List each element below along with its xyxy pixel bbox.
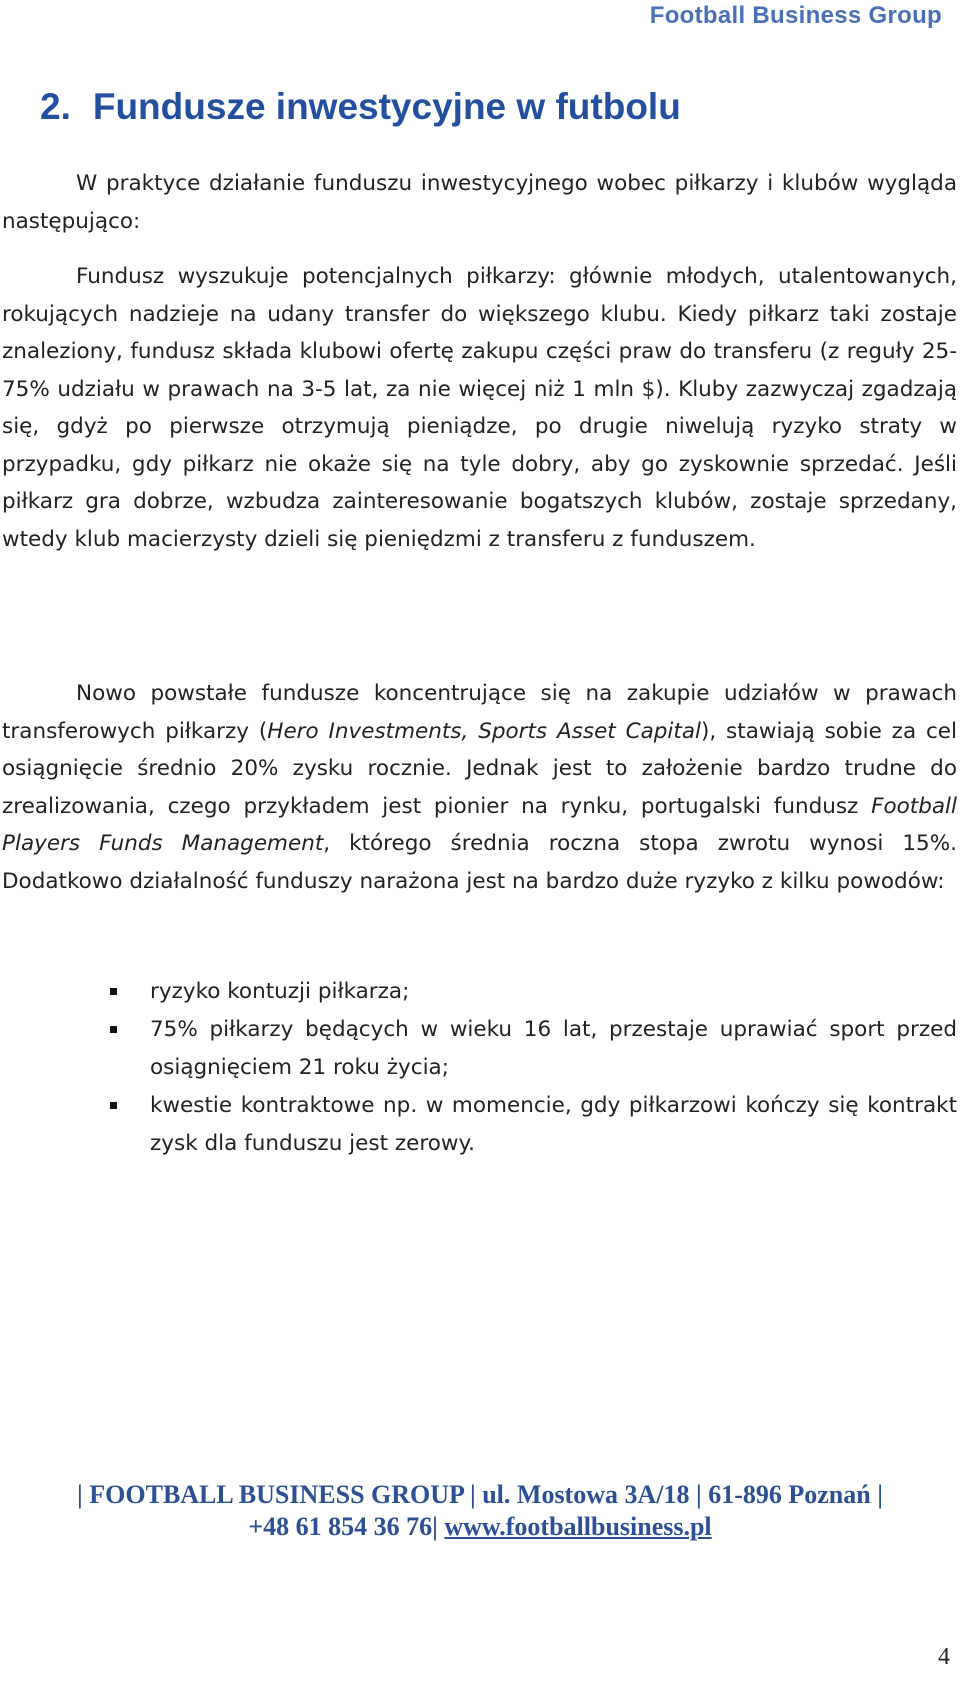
footer-phone: +48 61 854 36 76|: [248, 1512, 438, 1541]
paragraph-intro: W praktyce działanie funduszu inwestycyjnego wobec piłkarzy i klubów wygląda następująco:: [2, 171, 957, 234]
square-bullet-icon: [110, 1102, 117, 1109]
footer-address: | FOOTBALL BUSINESS GROUP | ul. Mostowa 3A/18 | 61-896 Poznań |: [77, 1480, 883, 1509]
risk-list: [0, 973, 957, 1163]
section-title: [40, 86, 681, 128]
paragraph-new-funds-part2: ), stawiają sobie za cel osiągnięcie średnio 20% zysku rocznie. Jednak jest to założenie bardzo trudne do zrealizowania, czego przykładem jest pionier na rynku, portugalski fundusz: [2, 718, 957, 819]
fund-names-italic: Hero Investments, Sports Asset Capital: [267, 718, 701, 744]
paragraph-new-funds-part1: Nowo powstałe fundusze koncentrujące się na zakupie udziałów w prawach transferowych piłkarzy (: [2, 681, 957, 744]
footer-website-link[interactable]: www.footballbusiness.pl: [444, 1512, 712, 1541]
list-item-text: 75% piłkarzy będących w wieku 16 lat, przestaje uprawiać sport przed osiągnięciem 21 roku życia;: [150, 1017, 957, 1080]
header-brand: Football Business Group: [649, 2, 942, 29]
page-number: 4: [938, 1644, 950, 1670]
square-bullet-icon: [110, 1026, 117, 1033]
section-title-text: Fundusze inwestycyjne w futbolu: [92, 86, 681, 127]
paragraph-new-funds: [2, 675, 957, 900]
paragraph-new-funds-part3: , którego średnia roczna stopa zwrotu wynosi 15%. Dodatkowo działalność funduszy narażona jest na bardzo duże ryzyko z kilku powodów:: [2, 831, 957, 894]
square-bullet-icon: [110, 988, 117, 995]
list-item-text: ryzyko kontuzji piłkarza;: [150, 979, 410, 1004]
list-item: [0, 973, 957, 1011]
list-item-text: kwestie kontraktowe np. w momencie, gdy piłkarzowi kończy się kontrakt zysk dla funduszu jest zerowy.: [150, 1093, 957, 1156]
paragraph-fund-process: Fundusz wyszukuje potencjalnych piłkarzy: głównie młodych, utalentowanych, rokujących nadzieje na udany transfer do większego klubu. Kiedy piłkarz taki zostaje znaleziony, fundusz składa klubowi ofertę zakupu części praw do transferu (z reguły 25-75% udziału w prawach na 3-5 lat, za nie więcej niż 1 mln $). Kluby zazwyczaj zgadzają się, gdyż po pierwsze otrzymują pieniądze, po drugie niwelują ryzyko straty w przypadku, gdy piłkarz nie okaże się na tyle dobry, aby go zyskownie sprzedać. Jeśli piłkarz gra dobrze, wzbudza zainteresowanie bogatszych klubów, zostaje sprzedany, wtedy klub macierzysty dzieli się pieniędzmi z transferu z funduszem.: [2, 264, 957, 552]
list-item: [0, 1011, 957, 1087]
footer-contact: [0, 1512, 960, 1542]
section-number: 2.: [40, 86, 71, 127]
fund-name-italic: Football Players Funds Management: [2, 793, 957, 856]
list-item: [0, 1087, 957, 1163]
